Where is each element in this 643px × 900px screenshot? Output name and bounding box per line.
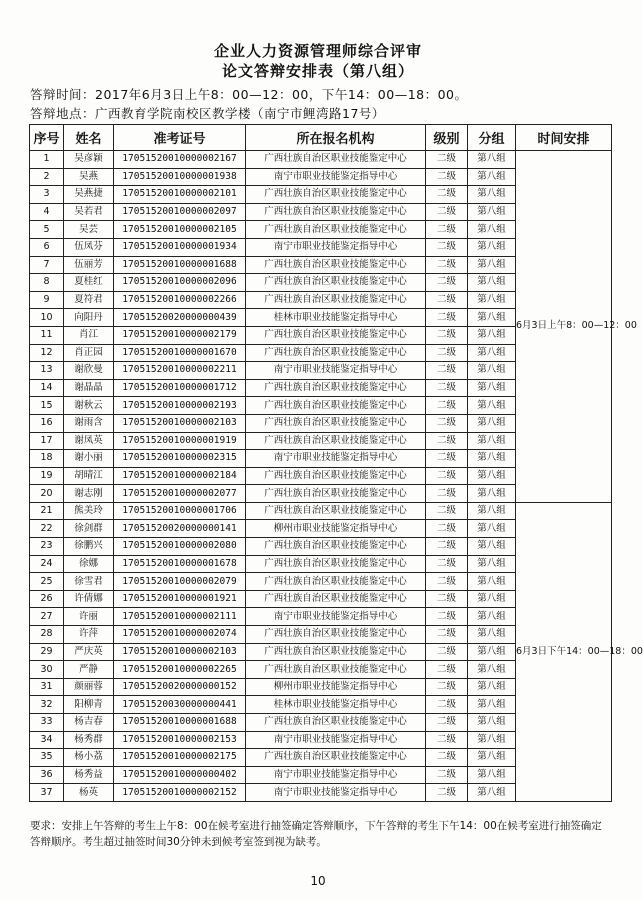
cell-level: 二级 (426, 432, 468, 450)
cell-index: 2 (30, 168, 64, 186)
cell-exam-id: 17051520010000002103 (114, 643, 246, 661)
cell-index: 10 (30, 309, 64, 327)
requirements-note: 要求：安排上午答辩的考生上午8：00在候考室进行抽签确定答辩顺序，下午答辩的考生下午14：00在候考室进行抽签确定答辩顺序。考生超过抽签时间30分钟未到候考室签到视为缺考。 (30, 820, 602, 848)
cell-organization: 广西壮族自治区职业技能鉴定中心 (246, 749, 426, 767)
cell-index: 17 (30, 432, 64, 450)
cell-group: 第八组 (468, 151, 516, 169)
cell-organization: 广西壮族自治区职业技能鉴定中心 (246, 538, 426, 556)
cell-index: 26 (30, 590, 64, 608)
cell-group: 第八组 (468, 555, 516, 573)
cell-exam-id: 17051520010000001934 (114, 238, 246, 256)
cell-group: 第八组 (468, 432, 516, 450)
cell-group: 第八组 (468, 326, 516, 344)
cell-group: 第八组 (468, 256, 516, 274)
cell-name: 肖江 (64, 326, 114, 344)
cell-index: 19 (30, 467, 64, 485)
cell-organization: 广西壮族自治区职业技能鉴定中心 (246, 256, 426, 274)
cell-group: 第八组 (468, 379, 516, 397)
cell-exam-id: 17051520010000001919 (114, 432, 246, 450)
cell-group: 第八组 (468, 450, 516, 468)
cell-name: 熊美玲 (64, 502, 114, 520)
cell-exam-id: 17051520010000001938 (114, 168, 246, 186)
cell-name: 吴彦颖 (64, 151, 114, 169)
cell-name: 吴燕 (64, 168, 114, 186)
cell-name: 谢志刚 (64, 485, 114, 503)
cell-level: 二级 (426, 344, 468, 362)
header-index: 序号 (30, 125, 64, 151)
cell-name: 谢雨含 (64, 414, 114, 432)
cell-level: 二级 (426, 203, 468, 221)
cell-organization: 广西壮族自治区职业技能鉴定中心 (246, 467, 426, 485)
cell-level: 二级 (426, 502, 468, 520)
cell-group: 第八组 (468, 309, 516, 327)
cell-index: 27 (30, 608, 64, 626)
cell-exam-id: 17051520010000001706 (114, 502, 246, 520)
cell-index: 24 (30, 555, 64, 573)
cell-group: 第八组 (468, 221, 516, 239)
cell-group: 第八组 (468, 661, 516, 679)
cell-group: 第八组 (468, 414, 516, 432)
cell-organization: 广西壮族自治区职业技能鉴定中心 (246, 203, 426, 221)
cell-organization: 广西壮族自治区职业技能鉴定中心 (246, 555, 426, 573)
cell-index: 20 (30, 485, 64, 503)
cell-group: 第八组 (468, 714, 516, 732)
cell-level: 二级 (426, 714, 468, 732)
cell-organization: 南宁市职业技能鉴定指导中心 (246, 450, 426, 468)
cell-name: 阳柳青 (64, 696, 114, 714)
table-header-row (30, 125, 612, 151)
cell-group: 第八组 (468, 362, 516, 380)
header-organization: 所在报名机构 (246, 125, 426, 151)
cell-exam-id: 17051520010000002097 (114, 203, 246, 221)
cell-index: 28 (30, 626, 64, 644)
cell-level: 二级 (426, 696, 468, 714)
defense-place: 答辩地点：广西教育学院南校区教学楼（南宁市鲤湾路17号） (30, 106, 385, 121)
cell-exam-id: 17051520010000001670 (114, 344, 246, 362)
cell-name: 吴芸 (64, 221, 114, 239)
cell-name: 许倩娜 (64, 590, 114, 608)
cell-level: 二级 (426, 538, 468, 556)
cell-exam-id: 17051520010000002111 (114, 608, 246, 626)
cell-name: 向阳丹 (64, 309, 114, 327)
cell-index: 11 (30, 326, 64, 344)
cell-name: 夏符君 (64, 291, 114, 309)
cell-group: 第八组 (468, 238, 516, 256)
cell-group: 第八组 (468, 291, 516, 309)
cell-exam-id: 17051520010000002074 (114, 626, 246, 644)
cell-name: 夏桂红 (64, 274, 114, 292)
cell-exam-id: 17051520010000001712 (114, 379, 246, 397)
cell-organization: 柳州市职业技能鉴定指导中心 (246, 678, 426, 696)
schedule-body (30, 151, 643, 802)
cell-level: 二级 (426, 238, 468, 256)
cell-organization: 南宁市职业技能鉴定指导中心 (246, 784, 426, 802)
cell-index: 15 (30, 397, 64, 415)
cell-index: 37 (30, 784, 64, 802)
cell-level: 二级 (426, 731, 468, 749)
cell-name: 谢晶晶 (64, 379, 114, 397)
header-name: 姓名 (64, 125, 114, 151)
cell-organization: 广西壮族自治区职业技能鉴定中心 (246, 274, 426, 292)
cell-organization: 广西壮族自治区职业技能鉴定中心 (246, 661, 426, 679)
cell-organization: 南宁市职业技能鉴定指导中心 (246, 608, 426, 626)
cell-exam-id: 17051520010000002315 (114, 450, 246, 468)
cell-group: 第八组 (468, 485, 516, 503)
cell-level: 二级 (426, 749, 468, 767)
cell-level: 二级 (426, 485, 468, 503)
cell-index: 22 (30, 520, 64, 538)
cell-index: 12 (30, 344, 64, 362)
cell-group: 第八组 (468, 626, 516, 644)
cell-organization: 广西壮族自治区职业技能鉴定中心 (246, 397, 426, 415)
cell-group: 第八组 (468, 467, 516, 485)
document-title: 企业人力资源管理师综合评审 (213, 42, 422, 60)
cell-exam-id: 17051520010000002167 (114, 151, 246, 169)
cell-exam-id: 17051520010000002077 (114, 485, 246, 503)
cell-group: 第八组 (468, 538, 516, 556)
cell-group: 第八组 (468, 608, 516, 626)
cell-level: 二级 (426, 397, 468, 415)
page-number: 10 (310, 874, 326, 888)
cell-exam-id: 17051520010000002103 (114, 414, 246, 432)
cell-exam-id: 17051520010000002105 (114, 221, 246, 239)
cell-exam-id: 17051520010000002175 (114, 749, 246, 767)
cell-organization: 广西壮族自治区职业技能鉴定中心 (246, 291, 426, 309)
cell-exam-id: 17051520010000001688 (114, 256, 246, 274)
cell-index: 1 (30, 151, 64, 169)
cell-index: 31 (30, 678, 64, 696)
cell-name: 徐鹏兴 (64, 538, 114, 556)
cell-organization: 广西壮族自治区职业技能鉴定中心 (246, 344, 426, 362)
cell-name: 严庆英 (64, 643, 114, 661)
cell-exam-id: 17051520010000002079 (114, 573, 246, 591)
cell-group: 第八组 (468, 186, 516, 204)
cell-index: 34 (30, 731, 64, 749)
cell-index: 35 (30, 749, 64, 767)
cell-name: 吴若君 (64, 203, 114, 221)
cell-level: 二级 (426, 326, 468, 344)
cell-organization: 桂林市职业技能鉴定指导中心 (246, 696, 426, 714)
table-row (30, 151, 612, 169)
cell-index: 23 (30, 538, 64, 556)
cell-group: 第八组 (468, 643, 516, 661)
cell-level: 二级 (426, 151, 468, 169)
header-time: 时间安排 (516, 125, 612, 151)
cell-group: 第八组 (468, 274, 516, 292)
cell-exam-id: 17051520020000000439 (114, 309, 246, 327)
cell-exam-id: 17051520020000000141 (114, 520, 246, 538)
cell-index: 3 (30, 186, 64, 204)
cell-exam-id: 17051520010000002179 (114, 326, 246, 344)
time-slot-morning: 6月3日上午8：00—12：00 (516, 151, 612, 503)
cell-organization: 广西壮族自治区职业技能鉴定中心 (246, 573, 426, 591)
time-slot-afternoon: 6月3日下午14：00—18：00 (516, 502, 612, 801)
cell-level: 二级 (426, 573, 468, 591)
cell-exam-id: 17051520010000002152 (114, 784, 246, 802)
cell-name: 徐剑群 (64, 520, 114, 538)
cell-organization: 广西壮族自治区职业技能鉴定中心 (246, 414, 426, 432)
cell-index: 36 (30, 766, 64, 784)
cell-level: 二级 (426, 784, 468, 802)
cell-exam-id: 17051520010000002265 (114, 661, 246, 679)
cell-level: 二级 (426, 186, 468, 204)
cell-organization: 南宁市职业技能鉴定指导中心 (246, 168, 426, 186)
cell-organization: 桂林市职业技能鉴定指导中心 (246, 309, 426, 327)
header-group: 分组 (468, 125, 516, 151)
cell-name: 严静 (64, 661, 114, 679)
cell-exam-id: 17051520010000001688 (114, 714, 246, 732)
cell-organization: 广西壮族自治区职业技能鉴定中心 (246, 714, 426, 732)
cell-group: 第八组 (468, 766, 516, 784)
cell-level: 二级 (426, 362, 468, 380)
header-level: 级别 (426, 125, 468, 151)
cell-exam-id: 17051520010000002096 (114, 274, 246, 292)
cell-exam-id: 17051520010000002184 (114, 467, 246, 485)
cell-group: 第八组 (468, 784, 516, 802)
cell-level: 二级 (426, 450, 468, 468)
cell-level: 二级 (426, 661, 468, 679)
cell-name: 杨小荔 (64, 749, 114, 767)
cell-organization: 广西壮族自治区职业技能鉴定中心 (246, 485, 426, 503)
cell-index: 18 (30, 450, 64, 468)
cell-organization: 柳州市职业技能鉴定指导中心 (246, 520, 426, 538)
defense-time: 答辩时间：2017年6月3日上午8：00—12：00，下午14：00—18：00。 (30, 87, 468, 102)
cell-index: 6 (30, 238, 64, 256)
cell-group: 第八组 (468, 397, 516, 415)
cell-name: 谢秋云 (64, 397, 114, 415)
cell-level: 二级 (426, 608, 468, 626)
cell-group: 第八组 (468, 590, 516, 608)
cell-exam-id: 17051520030000000441 (114, 696, 246, 714)
cell-index: 33 (30, 714, 64, 732)
cell-group: 第八组 (468, 520, 516, 538)
cell-name: 许萍 (64, 626, 114, 644)
cell-level: 二级 (426, 520, 468, 538)
cell-organization: 广西壮族自治区职业技能鉴定中心 (246, 432, 426, 450)
cell-level: 二级 (426, 221, 468, 239)
cell-organization: 南宁市职业技能鉴定指导中心 (246, 731, 426, 749)
cell-index: 29 (30, 643, 64, 661)
cell-group: 第八组 (468, 696, 516, 714)
table-row (30, 502, 612, 520)
cell-index: 21 (30, 502, 64, 520)
cell-organization: 广西壮族自治区职业技能鉴定中心 (246, 379, 426, 397)
cell-index: 32 (30, 696, 64, 714)
cell-name: 杨吉春 (64, 714, 114, 732)
cell-name: 杨秀益 (64, 766, 114, 784)
cell-exam-id: 17051520010000001921 (114, 590, 246, 608)
cell-level: 二级 (426, 678, 468, 696)
cell-level: 二级 (426, 766, 468, 784)
cell-level: 二级 (426, 626, 468, 644)
cell-name: 谢欣曼 (64, 362, 114, 380)
cell-level: 二级 (426, 309, 468, 327)
cell-name: 颜丽蓉 (64, 678, 114, 696)
cell-organization: 广西壮族自治区职业技能鉴定中心 (246, 151, 426, 169)
cell-index: 4 (30, 203, 64, 221)
cell-level: 二级 (426, 555, 468, 573)
cell-index: 25 (30, 573, 64, 591)
cell-level: 二级 (426, 467, 468, 485)
cell-name: 谢小丽 (64, 450, 114, 468)
cell-organization: 南宁市职业技能鉴定指导中心 (246, 766, 426, 784)
cell-group: 第八组 (468, 678, 516, 696)
cell-exam-id: 17051520010000002080 (114, 538, 246, 556)
cell-organization: 南宁市职业技能鉴定指导中心 (246, 362, 426, 380)
cell-name: 杨英 (64, 784, 114, 802)
cell-name: 伍丽芳 (64, 256, 114, 274)
cell-organization: 广西壮族自治区职业技能鉴定中心 (246, 502, 426, 520)
cell-name: 胡晴江 (64, 467, 114, 485)
cell-name: 徐娜 (64, 555, 114, 573)
cell-exam-id: 17051520010000002266 (114, 291, 246, 309)
cell-organization: 广西壮族自治区职业技能鉴定中心 (246, 326, 426, 344)
cell-group: 第八组 (468, 168, 516, 186)
cell-organization: 广西壮族自治区职业技能鉴定中心 (246, 626, 426, 644)
cell-level: 二级 (426, 274, 468, 292)
cell-group: 第八组 (468, 749, 516, 767)
cell-level: 二级 (426, 168, 468, 186)
cell-name: 伍凤芬 (64, 238, 114, 256)
cell-index: 5 (30, 221, 64, 239)
cell-name: 杨秀群 (64, 731, 114, 749)
cell-group: 第八组 (468, 502, 516, 520)
cell-name: 徐雪君 (64, 573, 114, 591)
cell-index: 30 (30, 661, 64, 679)
cell-exam-id: 17051520010000000402 (114, 766, 246, 784)
cell-name: 肖正园 (64, 344, 114, 362)
cell-exam-id: 17051520010000002153 (114, 731, 246, 749)
cell-level: 二级 (426, 590, 468, 608)
cell-name: 谢凤英 (64, 432, 114, 450)
cell-index: 7 (30, 256, 64, 274)
cell-index: 13 (30, 362, 64, 380)
cell-organization: 广西壮族自治区职业技能鉴定中心 (246, 643, 426, 661)
cell-index: 8 (30, 274, 64, 292)
cell-name: 吴燕捷 (64, 186, 114, 204)
header-exam-id: 准考证号 (114, 125, 246, 151)
cell-group: 第八组 (468, 344, 516, 362)
document-subtitle: 论文答辩安排表（第八组） (221, 62, 414, 80)
cell-group: 第八组 (468, 573, 516, 591)
cell-level: 二级 (426, 643, 468, 661)
cell-level: 二级 (426, 414, 468, 432)
cell-exam-id: 17051520010000002101 (114, 186, 246, 204)
cell-group: 第八组 (468, 731, 516, 749)
cell-index: 14 (30, 379, 64, 397)
cell-level: 二级 (426, 291, 468, 309)
cell-name: 许丽 (64, 608, 114, 626)
cell-level: 二级 (426, 256, 468, 274)
cell-organization: 南宁市职业技能鉴定指导中心 (246, 238, 426, 256)
cell-exam-id: 17051520020000000152 (114, 678, 246, 696)
cell-group: 第八组 (468, 203, 516, 221)
cell-level: 二级 (426, 379, 468, 397)
cell-exam-id: 17051520010000002211 (114, 362, 246, 380)
cell-index: 16 (30, 414, 64, 432)
cell-organization: 广西壮族自治区职业技能鉴定中心 (246, 590, 426, 608)
schedule-table (29, 124, 643, 802)
cell-exam-id: 17051520010000002193 (114, 397, 246, 415)
cell-organization: 广西壮族自治区职业技能鉴定中心 (246, 221, 426, 239)
cell-organization: 广西壮族自治区职业技能鉴定中心 (246, 186, 426, 204)
cell-exam-id: 17051520010000001678 (114, 555, 246, 573)
cell-index: 9 (30, 291, 64, 309)
